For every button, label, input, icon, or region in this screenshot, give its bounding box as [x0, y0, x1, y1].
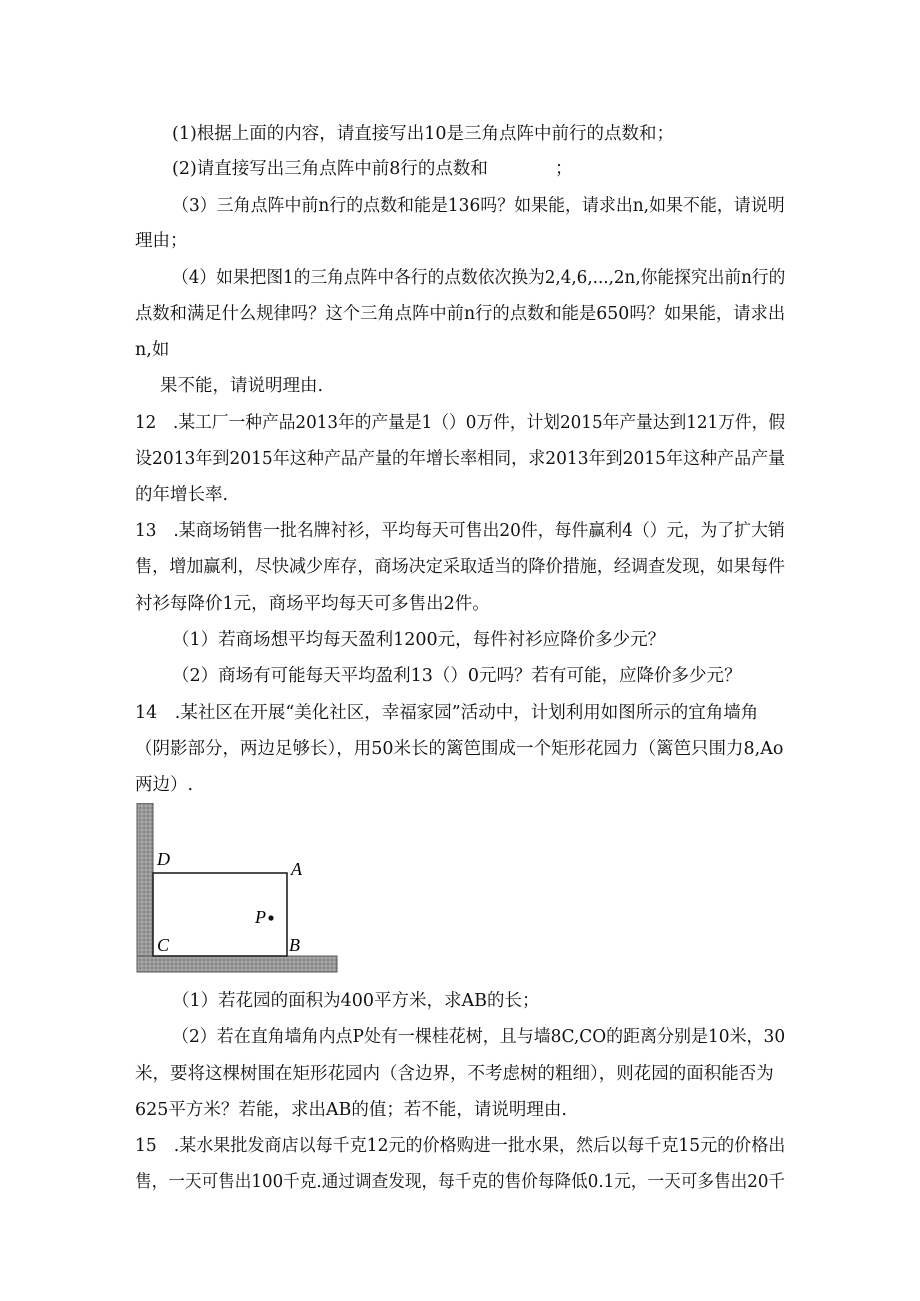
q14-part2-cont2: 625平方米？若能，求出AB的值；若不能，请说明理由. [135, 1100, 567, 1120]
q12-line3: 的年增长率. [135, 485, 229, 505]
q14-line3: 两边）. [135, 775, 194, 795]
garden-rectangle [153, 873, 287, 956]
label-p: P [255, 907, 266, 927]
q14-part2: （2）若在直角墙角内点P处有一棵桂花树，且与墙8C,CO的距离分别是10米，30 [172, 1027, 786, 1047]
q11-part1: (1)根据上面的内容，请直接写出10是三角点阵中前行的点数和； [172, 124, 675, 144]
q14-part1: （1）若花园的面积为400平方米，求AB的长； [172, 991, 540, 1011]
q15-line1: 15 .某水果批发商店以每千克12元的价格购进一批水果，然后以每千克15元的价格出 [135, 1136, 786, 1156]
q13-part2: （2）商场有可能每天平均盈利13（）0元吗？若有可能，应降价多少元？ [172, 666, 742, 686]
q13-line2: 售，增加赢利，尽快减少库存，商场决定采取适当的降价措施，经调查发现，如果每件 [135, 557, 785, 577]
q14-part2-cont1: 米，要将这棵树围在矩形花园内（含边界，不考虑树的粗细），则花园的面积能否为 [135, 1064, 774, 1084]
q11-part3: （3）三角点阵中前n行的点数和能是136吗？如果能，请求出n,如果不能，请说明 [172, 196, 785, 216]
q11-part4-cont3: 果不能，请说明理由. [160, 376, 324, 396]
q14-line1: 14 .某社区在开展“美化社区，幸福家园”活动中，计划利用如图所示的宜角墙角 [135, 703, 759, 723]
garden-figure [135, 803, 340, 975]
q11-part4-cont2: n,如 [135, 340, 170, 360]
q11-part4: （4）如果把图1的三角点阵中各行的点数依次换为2,4,6,...,2n,你能探究出前n行的 [172, 268, 786, 288]
point-p [268, 915, 273, 920]
label-c: C [157, 935, 170, 955]
label-a: A [291, 859, 302, 879]
q11-part4-cont1: 点数和满足什么规律吗？这个三角点阵中前n行的点数和能是650吗？如果能，请求出 [135, 304, 786, 324]
q11-part3-cont: 理由； [135, 231, 188, 251]
label-d: D [157, 849, 170, 869]
q13-line3: 衬衫每降价1元，商场平均每天可多售出2件。 [135, 594, 490, 614]
q11-part2-end: ； [555, 159, 573, 179]
q13-part1: （1）若商场想平均每天盈利1200元，每件衬衫应降价多少元？ [172, 630, 666, 650]
vertical-wall [137, 803, 153, 972]
horizontal-wall [137, 956, 337, 972]
label-b: B [289, 935, 300, 955]
q12-line2: 设2013年到2015年这种产品产量的年增长率相同，求2013年到2015年这种产品产量 [135, 449, 786, 469]
q15-line2: 售，一天可售出100千克.通过调查发现，每千克的售价每降低0.1元，一天可多售出20千 [135, 1172, 786, 1192]
q14-line2: （阴影部分，两边足够长），用50米长的篱笆围成一个矩形花园力（篱笆只围力8,Ao [135, 739, 784, 759]
q13-line1: 13 .某商场销售一批名牌衬衫，平均每天可售出20件，每件赢利4（）元，为了扩大销 [135, 521, 785, 541]
q12-line1: 12 .某工厂一种产品2013年的产量是1（）0万件，计划2015年产量达到121万件，假 [135, 413, 786, 433]
q11-part2: (2)请直接写出三角点阵中前8行的点数和 [172, 159, 488, 179]
